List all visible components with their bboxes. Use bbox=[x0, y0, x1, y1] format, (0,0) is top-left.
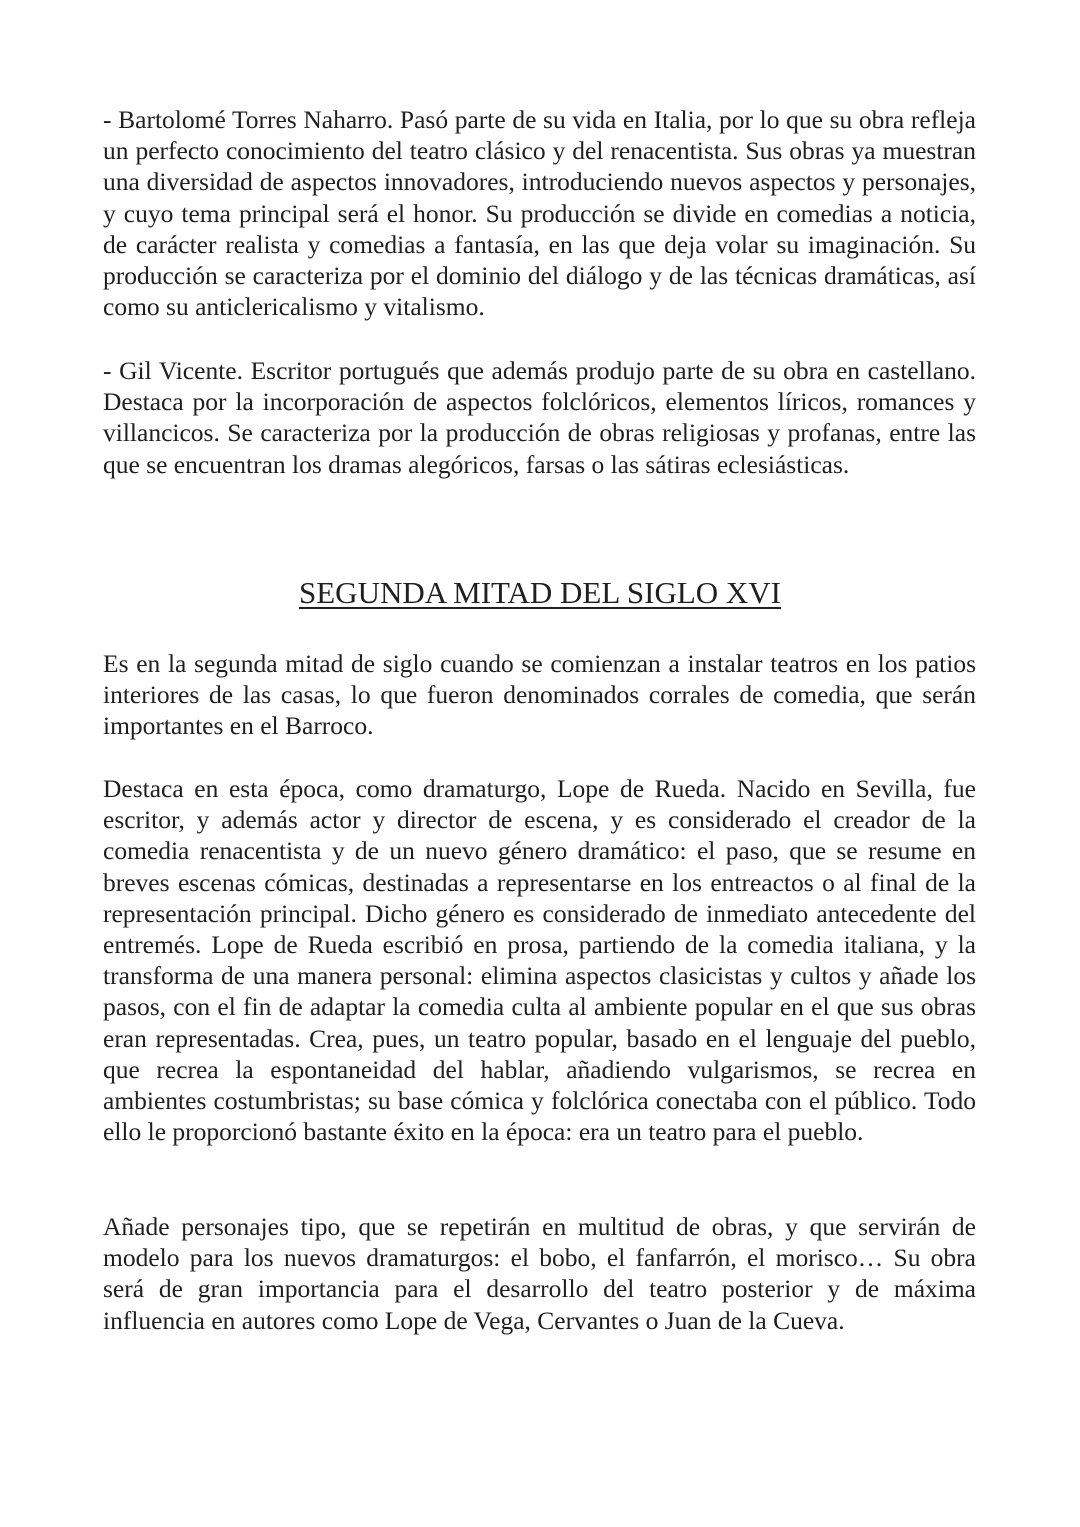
paragraph-lope-de-rueda: Destaca en esta época, como dramaturgo, Lope de Rueda. Nacido en Sevilla, fue escritor, y además actor y director de escena, y es considerado el creador de la comedia renacentista y de un nuevo género dramático: el paso, que se resume en breves escenas cómicas, destinadas a representarse en los entreactos o al final de la representación principal. Dicho género es considerado de inmediato antecedente del entremés. Lope de Rueda escribió en prosa, partiendo de la comedia italiana, y la transforma de una manera personal: elimina aspectos clasicistas y cultos y añade los pasos, con el fin de adaptar la comedia culta al ambiente popular en el que sus obras eran representadas. Crea, pues, un teatro popular, basado en el lenguaje del pueblo, que recrea la espontaneidad del hablar, añadiendo vulgarismos, se recrea en ambientes costumbristas; su base cómica y folclórica conectaba con el público. Todo ello le proporcionó bastante éxito en la época: era un teatro para el pueblo. bbox=[103, 774, 976, 1147]
paragraph-personajes-tipo: Añade personajes tipo, que se repetirán en multitud de obras, y que servirán de modelo para los nuevos dramaturgos: el bobo, el fanfarrón, el morisco… Su obra será de gran importancia para el desarrollo del teatro posterior y de máxima influencia en autores como Lope de Vega, Cervantes o Juan de la Cueva. bbox=[103, 1212, 976, 1335]
paragraph-torres-naharro: - Bartolomé Torres Naharro. Pasó parte de su vida en Italia, por lo que su obra refleja un perfecto conocimiento del teatro clásico y del renacentista. Sus obras ya muestran una diversidad de aspectos innovadores, introduciendo nuevos aspectos y personajes, y cuyo tema principal será el honor. Su producción se divide en comedias a noticia, de carácter realista y comedias a fantasía, en las que deja volar su imaginación. Su producción se caracteriza por el dominio del diálogo y de las técnicas dramáticas, así como su anticlericalismo y vitalismo. bbox=[103, 105, 976, 322]
section-heading: SEGUNDA MITAD DEL SIGLO XVI bbox=[299, 575, 781, 610]
paragraph-corrales: Es en la segunda mitad de siglo cuando se comienzan a instalar teatros en los patios interiores de las casas, lo que fueron denominados corrales de comedia, que serán importantes en el Barroco. bbox=[103, 649, 976, 741]
paragraph-gil-vicente: - Gil Vicente. Escritor portugués que además produjo parte de su obra en castellano. Destaca por la incorporación de aspectos folclóricos, elementos líricos, romances y villancicos. Se caracteriza por la producción de obras religiosas y profanas, entre las que se encuentran los dramas alegóricos, farsas o las sátiras eclesiásticas. bbox=[103, 356, 976, 479]
